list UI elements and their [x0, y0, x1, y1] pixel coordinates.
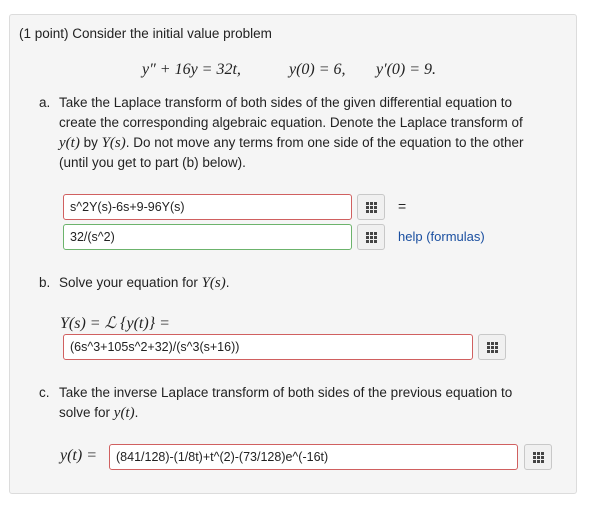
initial-condition-1: y(0) = 6, — [289, 61, 346, 78]
laplace-lhs-input[interactable]: s^2Y(s)-6s+9-96Y(s) — [63, 194, 352, 220]
equation-editor-button-yt[interactable] — [524, 444, 552, 470]
part-c-marker: c. — [39, 385, 50, 400]
grid-icon — [366, 202, 377, 213]
laplace-rhs-input[interactable]: 32/(s^2) — [63, 224, 352, 250]
problem-intro: (1 point) Consider the initial value problem — [19, 26, 272, 41]
yt-solution-input[interactable]: (841/128)-(1/8t)+t^(2)-(73/128)e^(-16t) — [109, 444, 518, 470]
part-a-instructions: Take the Laplace transform of both sides of the given differential equation to create the corresponding algebraic equation. Denote the Laplace transform of y(t) by Y(s). Do not move any terms from one side of the equation to the other (until you get to part (b) below). — [59, 95, 524, 170]
ys-label: Y(s) = ℒ {y(t)} = — [60, 315, 170, 332]
ys-solution-input[interactable]: (6s^3+105s^2+32)/(s^3(s+16)) — [63, 334, 473, 360]
part-a-marker: a. — [39, 95, 51, 110]
grid-icon — [366, 232, 377, 243]
grid-icon — [487, 342, 498, 353]
equation-editor-button-ys[interactable] — [478, 334, 506, 360]
part-c-instructions: Take the inverse Laplace transform of both sides of the previous equation to solve for y(t). — [59, 385, 513, 421]
yt-label: y(t) = — [60, 447, 97, 464]
problem-panel — [9, 14, 577, 494]
part-b-instructions: Solve your equation for Y(s). — [59, 275, 230, 291]
initial-condition-2: y′(0) = 9. — [376, 61, 437, 78]
equation-editor-button-lhs[interactable] — [357, 194, 385, 220]
equals-sign: = — [398, 198, 407, 214]
equation-editor-button-rhs[interactable] — [357, 224, 385, 250]
part-b-marker: b. — [39, 275, 51, 290]
grid-icon — [533, 452, 544, 463]
differential-equation: y″ + 16y = 32t, — [142, 61, 241, 78]
help-formulas-link[interactable]: help (formulas) — [398, 229, 485, 244]
